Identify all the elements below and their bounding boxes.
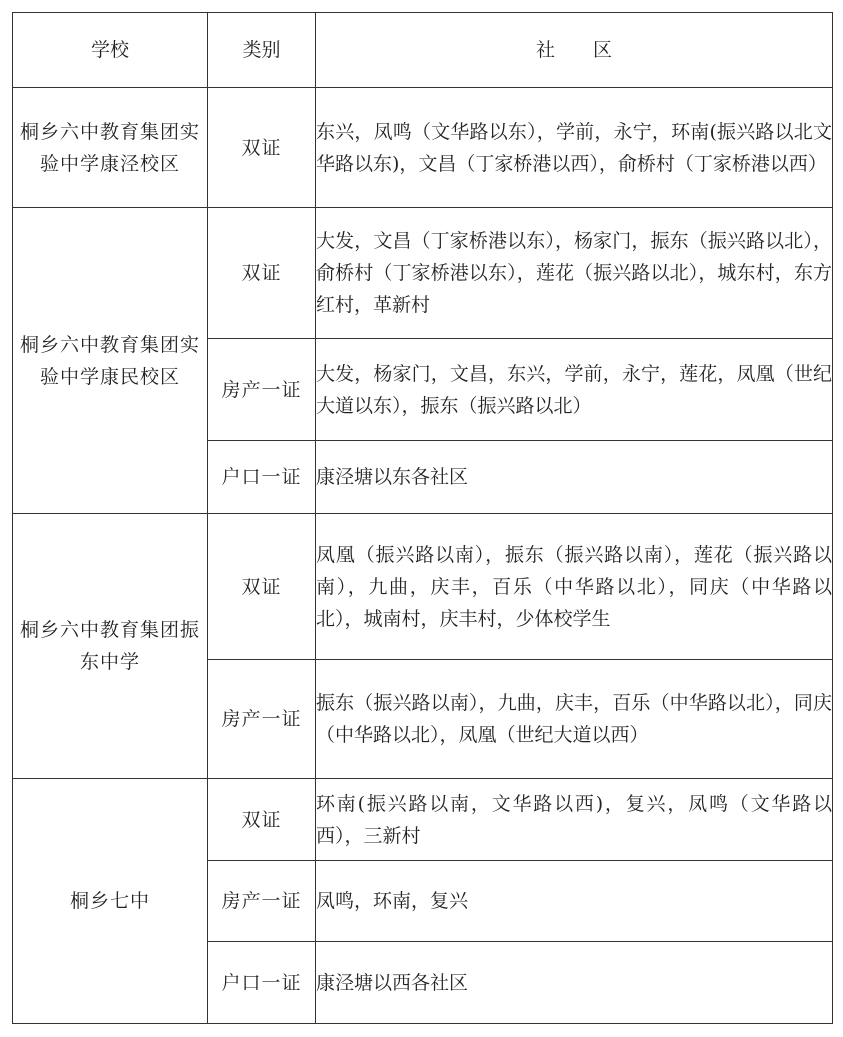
table-row bbox=[13, 208, 833, 339]
community-list bbox=[316, 88, 833, 208]
school-zone-table bbox=[12, 12, 833, 1024]
school-name: 桐乡六中教育集团实验中学康民校区 bbox=[13, 208, 208, 514]
community-list bbox=[316, 660, 833, 779]
cert-type: 房产一证 bbox=[208, 861, 316, 942]
community-text: 东兴，凤鸣（文华路以东），学前，永宁，环南(振兴路以北文华路以东)，文昌（丁家桥港以西），俞桥村（丁家桥港以西） bbox=[316, 120, 832, 175]
community-list bbox=[316, 514, 833, 660]
community-list bbox=[316, 942, 833, 1024]
table-header-row bbox=[13, 13, 833, 88]
community-text: 大发，杨家门，文昌，东兴，学前，永宁，莲花，凤凰（世纪大道以东），振东（振兴路以北） bbox=[316, 362, 832, 417]
community-text: 康泾塘以西各社区 bbox=[316, 971, 469, 994]
school-name: 桐乡六中教育集团振东中学 bbox=[13, 514, 208, 779]
header-community: 社 区 bbox=[316, 13, 833, 88]
community-list bbox=[316, 779, 833, 861]
school-name: 桐乡六中教育集团实验中学康泾校区 bbox=[13, 88, 208, 208]
header-school: 学校 bbox=[13, 13, 208, 88]
community-text: 凤凰（振兴路以南），振东（振兴路以南），莲花（振兴路以南），九曲，庆丰，百乐（中华路以北），同庆（中华路以北），城南村，庆丰村，少体校学生 bbox=[316, 543, 832, 630]
cert-type: 房产一证 bbox=[208, 339, 316, 441]
cert-type: 户口一证 bbox=[208, 942, 316, 1024]
cert-type: 户口一证 bbox=[208, 441, 316, 514]
community-text: 振东（振兴路以南），九曲，庆丰，百乐（中华路以北），同庆（中华路以北），凤凰（世纪大道以西） bbox=[316, 692, 832, 746]
cert-type: 双证 bbox=[208, 514, 316, 660]
cert-type: 双证 bbox=[208, 88, 316, 208]
community-text: 康泾塘以东各社区 bbox=[316, 466, 469, 488]
table-row bbox=[13, 88, 833, 208]
community-list bbox=[316, 861, 833, 942]
community-list bbox=[316, 441, 833, 514]
community-list bbox=[316, 208, 833, 339]
cert-type: 双证 bbox=[208, 779, 316, 861]
table-row bbox=[13, 779, 833, 861]
table-row bbox=[13, 514, 833, 660]
community-text: 凤鸣，环南，复兴 bbox=[316, 890, 469, 912]
community-text: 环南(振兴路以南，文华路以西)，复兴，凤鸣（文华路以西），三新村 bbox=[316, 792, 832, 847]
cert-type: 双证 bbox=[208, 208, 316, 339]
community-list bbox=[316, 339, 833, 441]
school-name: 桐乡七中 bbox=[13, 779, 208, 1024]
header-type: 类别 bbox=[208, 13, 316, 88]
cert-type: 房产一证 bbox=[208, 660, 316, 779]
community-text: 大发，文昌（丁家桥港以东），杨家门，振东（振兴路以北），俞桥村（丁家桥港以东），莲花（振兴路以北），城东村，东方红村，革新村 bbox=[316, 230, 832, 316]
